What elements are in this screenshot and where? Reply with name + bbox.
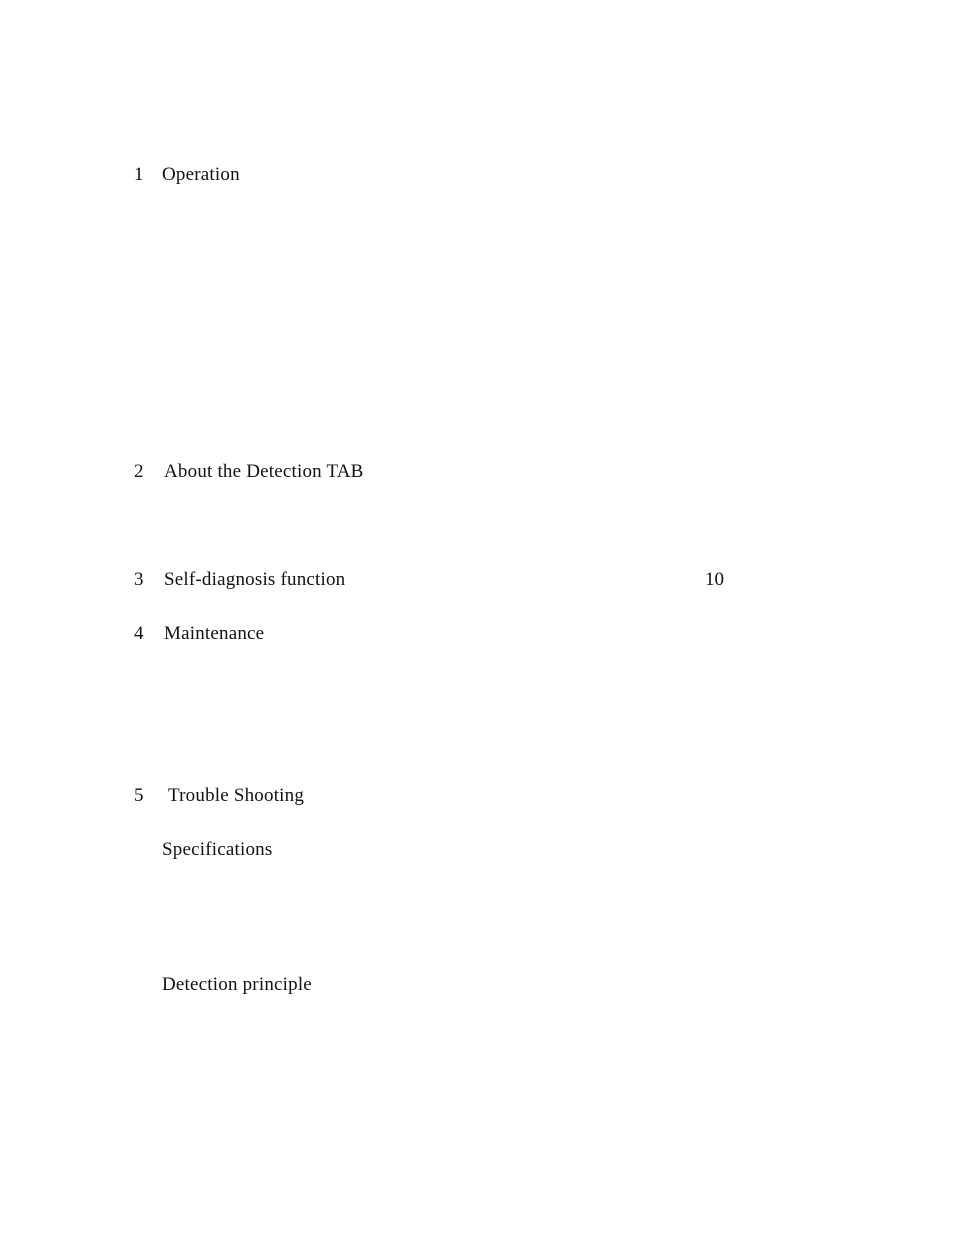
toc-entry-number: 3 (134, 569, 144, 590)
toc-entry-title: Trouble Shooting (168, 785, 305, 806)
toc-entry-number: 4 (134, 623, 144, 644)
toc-entry-number: 2 (134, 461, 144, 482)
toc-entry-title: Self-diagnosis function (164, 569, 346, 590)
toc-entry-self-diagnosis (134, 568, 345, 592)
toc-entry-number: 5 (134, 785, 144, 806)
toc-entry-specifications (162, 838, 272, 862)
toc-entry-title: Maintenance (164, 623, 265, 644)
toc-entry-trouble-shooting (134, 784, 304, 808)
toc-entry-page-number: 10 (705, 569, 724, 590)
toc-entry-title: Detection principle (162, 974, 312, 995)
toc-entry-number: 1 (134, 164, 144, 185)
toc-entry-title: Specifications (162, 839, 273, 860)
toc-entry-maintenance (134, 622, 264, 646)
toc-entry-title: Operation (162, 164, 240, 185)
toc-entry-operation (134, 163, 240, 187)
toc-entry-detection-principle (162, 973, 312, 997)
toc-entry-detection-tab (134, 460, 364, 484)
toc-entry-title: About the Detection TAB (164, 461, 364, 482)
